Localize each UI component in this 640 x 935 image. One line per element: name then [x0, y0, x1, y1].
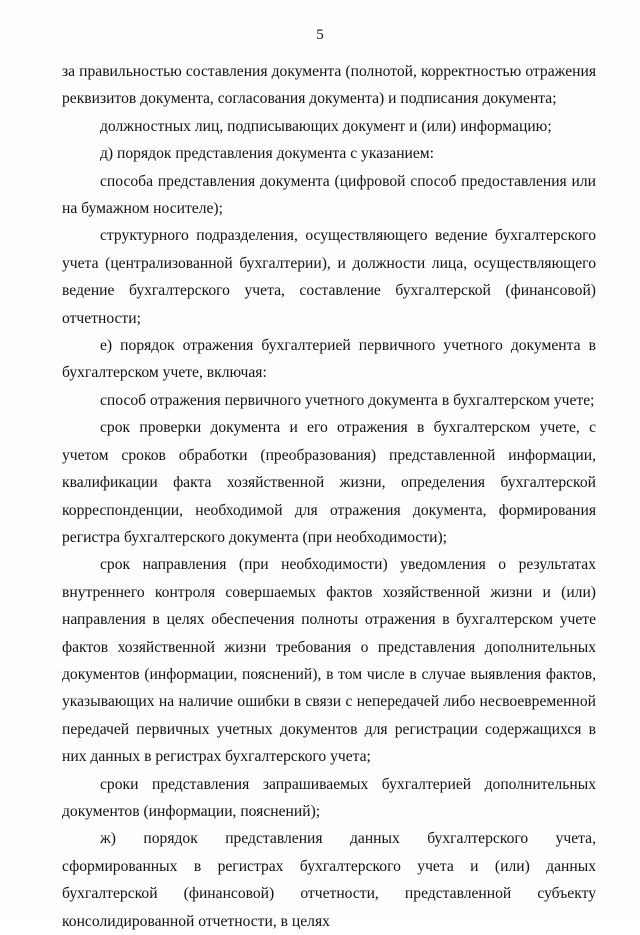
- document-body: [62, 58, 596, 935]
- paragraph: способа представления документа (цифровой способ предоставления или на бумажном носителе);: [62, 172, 596, 218]
- paragraph: е) порядок отражения бухгалтерией первичного учетного документа в бухгалтерском учете, включая:: [62, 337, 596, 382]
- page-number: 5: [316, 27, 324, 43]
- paragraph: за правильностью составления документа (полнотой, корректностью отражения реквизитов документа, согласования документа) и подписания документа;: [62, 63, 596, 108]
- paragraph: способ отражения первичного учетного документа в бухгалтерском учете;: [100, 391, 595, 409]
- paragraph: д) порядок представления документа с указанием:: [100, 145, 435, 163]
- paragraph: ж) порядок представления данных бухгалтерского учета, сформированных в регистрах бухгалтерского учета и (или) данных бухгалтерской (финансовой) отчетности, представленной субъекту консолидированной отчетности, в целях: [62, 830, 596, 930]
- paragraph: срок направления (при необходимости) уведомления о результатах внутреннего контроля совершаемых фактов хозяйственной жизни и (или) направления в целях обеспечения полноты отражения в бухгалтерском учете фактов хозяйственной жизни требования о представления дополнительных документов (информации, пояснений), в том числе в случае выявления фактов, указывающих на наличие ошибки в связи с непередачей либо несвоевременной передачей первичных учетных документов для регистрации содержащихся в них данных в регистрах бухгалтерского учета;: [62, 556, 596, 766]
- paragraph: структурного подразделения, осуществляющего ведение бухгалтерского учета (централизованной бухгалтерии), и должности лица, осуществляющего ведение бухгалтерского учета, составление бухгалтерской (финансовой) отчетности;: [62, 227, 596, 327]
- paragraph: должностных лиц, подписывающих документ и (или) информацию;: [100, 117, 552, 135]
- paragraph: срок проверки документа и его отражения в бухгалтерском учете, с учетом сроков обработки (преобразования) представленной информации, квалификации факта хозяйственной жизни, определения бухгалтерской корреспонденции, необходимой для отражения документа, формирования регистра бухгалтерского документа (при необходимости);: [62, 419, 596, 546]
- paragraph: сроки представления запрашиваемых бухгалтерией дополнительных документов (информации, пояснений);: [62, 775, 596, 820]
